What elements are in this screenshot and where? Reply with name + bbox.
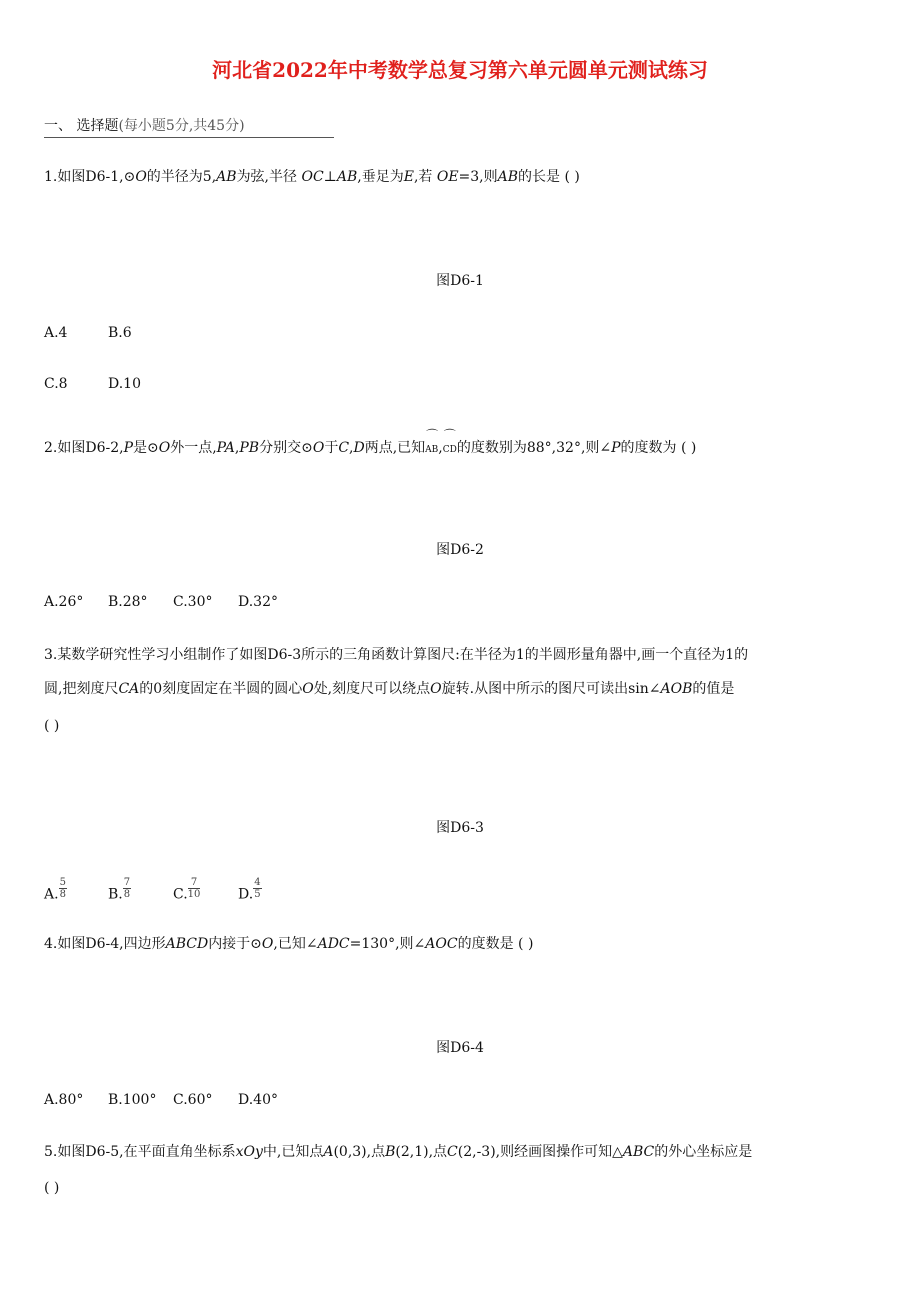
answer-option[interactable]: C.60° bbox=[173, 1092, 213, 1108]
answer-option[interactable]: B.6 bbox=[108, 325, 132, 341]
numerator: 5 bbox=[59, 877, 66, 888]
text-segment: B bbox=[385, 1144, 396, 1160]
text-segment: 4.如图D6-4,四边形 bbox=[44, 936, 166, 952]
answer-option[interactable]: B.28° bbox=[108, 594, 148, 610]
arc-label: ⌒ AB bbox=[425, 440, 438, 460]
denominator: 8 bbox=[59, 889, 66, 900]
text-segment: AOB bbox=[660, 681, 693, 697]
section-label: 一、 选择题 bbox=[44, 118, 119, 134]
text-segment: (2,-3),则经画图操作可知△ bbox=[457, 1144, 623, 1160]
text-segment: AB bbox=[497, 169, 519, 185]
page-title: 河北省2022年中考数学总复习第六单元圆单元测试练习 bbox=[212, 58, 708, 82]
section-note: (每小题5分,共45分) bbox=[118, 118, 245, 134]
option-label: D. bbox=[238, 886, 254, 903]
text-segment: 的度数别为88°,32°,则∠ bbox=[456, 440, 612, 456]
text-segment: 圆,把刻度尺 bbox=[44, 681, 119, 697]
fraction bbox=[123, 877, 131, 900]
question-3-line bbox=[44, 679, 734, 699]
section-heading bbox=[44, 116, 334, 138]
text-segment: =3,则 bbox=[458, 169, 498, 185]
answer-option[interactable] bbox=[238, 877, 262, 905]
answer-option[interactable]: B.100° bbox=[108, 1092, 157, 1108]
text-segment: 5.如图D6-5,在平面直角坐标系 bbox=[44, 1144, 236, 1160]
text-segment: D bbox=[353, 440, 365, 456]
answer-option[interactable]: D.10 bbox=[108, 376, 141, 392]
answer-option[interactable]: D.32° bbox=[238, 594, 278, 610]
text-segment: 的度数为 ( ) bbox=[620, 440, 697, 456]
text-segment: 处,刻度尺可以绕点 bbox=[313, 681, 431, 697]
option-label: C. bbox=[173, 886, 188, 903]
text-segment: 分别交⊙ bbox=[259, 440, 313, 456]
text-segment: ( ) bbox=[44, 718, 60, 734]
text-segment: CA bbox=[118, 681, 140, 697]
text-segment: 是⊙ bbox=[133, 440, 159, 456]
text-segment: ABC bbox=[622, 1144, 655, 1160]
question-5-line bbox=[44, 1142, 752, 1162]
text-segment: 外一点, bbox=[170, 440, 217, 456]
text-segment: 的度数是 ( ) bbox=[457, 936, 534, 952]
numerator: 7 bbox=[188, 877, 201, 889]
fraction bbox=[253, 877, 261, 900]
text-segment: ABCD bbox=[165, 936, 209, 952]
figure-caption: 图D6-3 bbox=[436, 820, 484, 836]
text-segment: 的半径为5, bbox=[146, 169, 217, 185]
answer-option[interactable] bbox=[44, 877, 67, 905]
arc-label: ⌒ CD bbox=[443, 440, 457, 460]
answer-option[interactable]: C.30° bbox=[173, 594, 213, 610]
answer-option[interactable]: A.80° bbox=[44, 1092, 84, 1108]
numerator: 4 bbox=[254, 877, 261, 888]
text-segment: AB bbox=[216, 169, 237, 185]
text-segment: , bbox=[438, 440, 443, 456]
text-segment: O bbox=[135, 169, 147, 185]
text-segment: ( ) bbox=[44, 1180, 60, 1196]
text-segment: O bbox=[261, 936, 274, 952]
text-segment: C bbox=[447, 1144, 458, 1160]
denominator: 10 bbox=[187, 889, 201, 900]
text-segment: PA bbox=[216, 440, 235, 456]
text-segment: O bbox=[430, 681, 442, 697]
text-segment: ⊥ bbox=[323, 169, 337, 185]
text-segment: 的外心坐标应是 bbox=[654, 1144, 753, 1160]
question-3-line bbox=[44, 716, 59, 736]
text-segment: =130°,则∠ bbox=[349, 936, 426, 952]
answer-option[interactable]: C.8 bbox=[44, 376, 68, 392]
question-4-line bbox=[44, 934, 533, 954]
text-segment: 的0刻度固定在半圆的圆心 bbox=[139, 681, 303, 697]
text-segment: , bbox=[349, 440, 354, 456]
text-segment: ,若 bbox=[413, 169, 437, 185]
text-segment: 中,已知点 bbox=[262, 1144, 324, 1160]
text-segment: A bbox=[323, 1144, 334, 1160]
figure-caption: 图D6-4 bbox=[436, 1040, 484, 1056]
text-segment: P bbox=[611, 440, 621, 456]
text-segment: 1.如图D6-1,⊙ bbox=[44, 169, 136, 185]
answer-option[interactable]: A.26° bbox=[44, 594, 84, 610]
text-segment: 内接于⊙ bbox=[208, 936, 262, 952]
figure-caption: 图D6-2 bbox=[436, 542, 484, 558]
text-segment: O bbox=[312, 440, 325, 456]
text-segment: 为弦,半径 bbox=[236, 169, 302, 185]
text-segment: OE bbox=[436, 169, 459, 185]
text-segment: 两点,已知 bbox=[364, 440, 426, 456]
question-3-line bbox=[44, 645, 748, 665]
answer-option[interactable]: D.40° bbox=[238, 1092, 278, 1108]
text-segment: 2.如图D6-2, bbox=[44, 440, 124, 456]
text-segment: E bbox=[403, 169, 414, 185]
figure-caption: 图D6-1 bbox=[436, 273, 484, 289]
fraction bbox=[59, 877, 67, 900]
text-segment: C bbox=[338, 440, 350, 456]
text-segment: 的长是 ( ) bbox=[518, 169, 580, 185]
question-5-line bbox=[44, 1178, 59, 1198]
denominator: 5 bbox=[254, 889, 261, 900]
text-segment: OC bbox=[301, 169, 324, 185]
denominator: 8 bbox=[123, 889, 131, 900]
question-2-line bbox=[44, 438, 696, 460]
fraction bbox=[188, 877, 201, 900]
text-segment: O bbox=[158, 440, 171, 456]
answer-option[interactable]: A.4 bbox=[44, 325, 68, 341]
numerator: 7 bbox=[123, 877, 131, 888]
text-segment: 3.某数学研究性学习小组制作了如图D6-3所示的三角函数计算图尺:在半径为1的半圆形量角器中,画一个直径为1的 bbox=[44, 647, 749, 663]
text-segment: 的值是 bbox=[692, 681, 735, 697]
answer-option[interactable] bbox=[108, 877, 131, 905]
text-segment: AOC bbox=[425, 936, 458, 952]
text-segment: xOy bbox=[235, 1144, 263, 1160]
text-segment: PB bbox=[239, 440, 260, 456]
text-segment: P bbox=[123, 440, 133, 456]
text-segment: AB bbox=[336, 169, 358, 185]
text-segment: ,垂足为 bbox=[357, 169, 404, 185]
question-1-line bbox=[44, 167, 580, 187]
option-label: B. bbox=[108, 886, 123, 903]
text-segment: , bbox=[234, 440, 240, 456]
text-segment: (2,1),点 bbox=[395, 1144, 448, 1160]
text-segment: O bbox=[302, 681, 314, 697]
text-segment: ADC bbox=[317, 936, 350, 952]
text-segment: 旋转.从图中所示的图尺可读出sin∠ bbox=[441, 681, 661, 697]
text-segment: 于 bbox=[324, 440, 339, 456]
text-segment: (0,3),点 bbox=[333, 1144, 386, 1160]
answer-option[interactable] bbox=[173, 877, 200, 905]
text-segment: ,已知∠ bbox=[273, 936, 318, 952]
option-label: A. bbox=[44, 886, 59, 903]
